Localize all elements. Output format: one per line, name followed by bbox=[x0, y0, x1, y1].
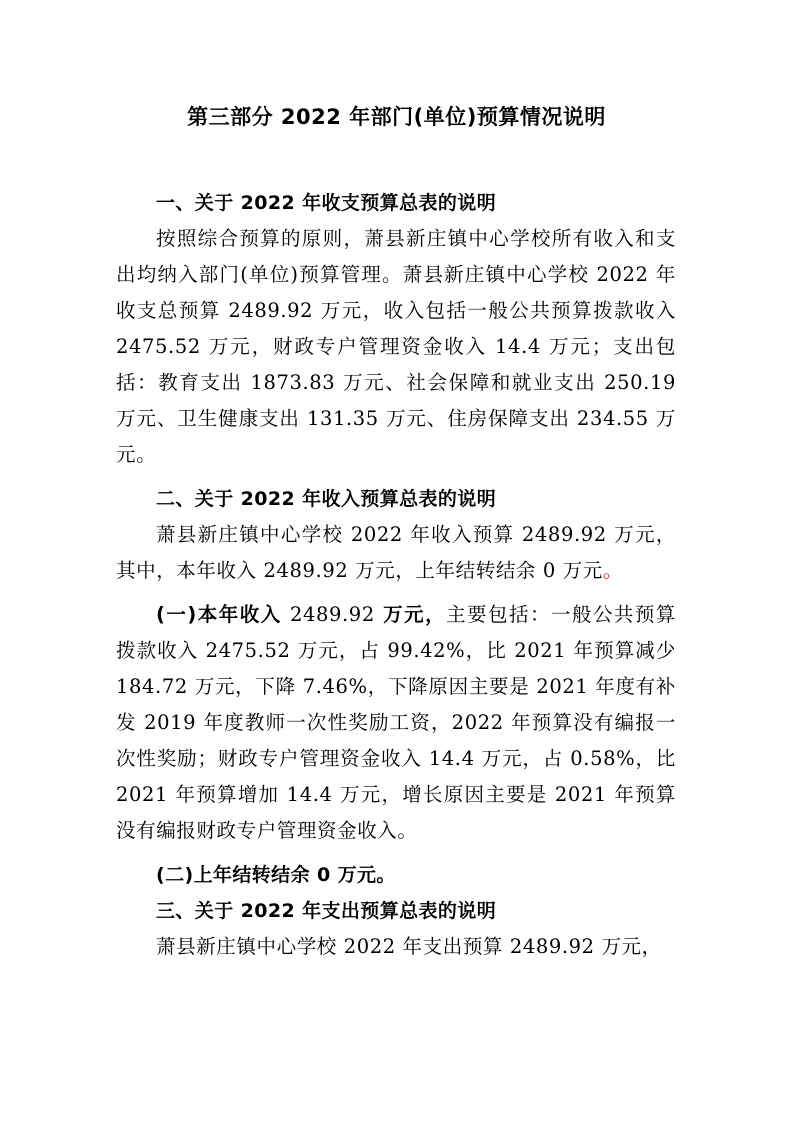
document-body bbox=[116, 185, 676, 965]
subsection-amount: 2489.92 bbox=[289, 603, 375, 626]
section-heading-3: 三、关于 2022 年支出预算总表的说明 bbox=[156, 900, 497, 922]
subsection-current-year-income bbox=[116, 597, 676, 849]
section-heading-1: 一、关于 2022 年收支预算总表的说明 bbox=[156, 192, 497, 214]
subsection-prior-year-carryover: (二)上年结转结余 0 万元。 bbox=[156, 864, 396, 886]
income-summary-text: 萧县新庄镇中心学校 2022 年收入预算 2489.92 万元，其中，本年收入 2489.92 万元，上年结转结余 0 万元 bbox=[116, 523, 676, 582]
section-paragraph-1: 按照综合预算的原则，萧县新庄镇中心学校所有收入和支出均纳入部门(单位)预算管理。萧县新庄镇中心学校 2022 年收支总预算 2489.92 万元，收入包括一般公共预算拨款收入 2475.52 万元，财政专户管理资金收入 14.4 万元；支出包括：教育支出 1873.83 万元、社会保障和就业支出 250.19 万元、卫生健康支出 131.35 万元、住房保障支出 234.55 万元。 bbox=[116, 227, 676, 466]
spacer bbox=[116, 473, 676, 481]
subsection-text: 主要包括：一般公共预算拨款收入 2475.52 万元，占 99.42%，比 2021 年预算减少 184.72 万元，下降 7.46%，下降原因主要是 2021 年度有补发 2019 年度教师一次性奖励工资，2022 年预算没有编报一次性奖励；财政专户管理资金收入 14.4 万元，占 0.58%，比 2021 年预算增加 14.4 万元，增长原因主要是 2021 年预算没有编报财政专户管理资金收入。 bbox=[116, 603, 676, 842]
spacer bbox=[116, 849, 676, 857]
spacer bbox=[116, 589, 676, 597]
subsection-unit: 万元， bbox=[374, 603, 447, 626]
section-heading-2: 二、关于 2022 年收入预算总表的说明 bbox=[156, 488, 497, 510]
page-title: 第三部分 2022 年部门(单位)预算情况说明 bbox=[187, 105, 606, 129]
section-paragraph-3: 萧县新庄镇中心学校 2022 年支出预算 2489.92 万元， bbox=[156, 935, 662, 958]
section-paragraph-2 bbox=[116, 517, 676, 589]
red-period-mark: 。 bbox=[602, 559, 623, 582]
subsection-label: (一)本年收入 bbox=[156, 603, 290, 626]
